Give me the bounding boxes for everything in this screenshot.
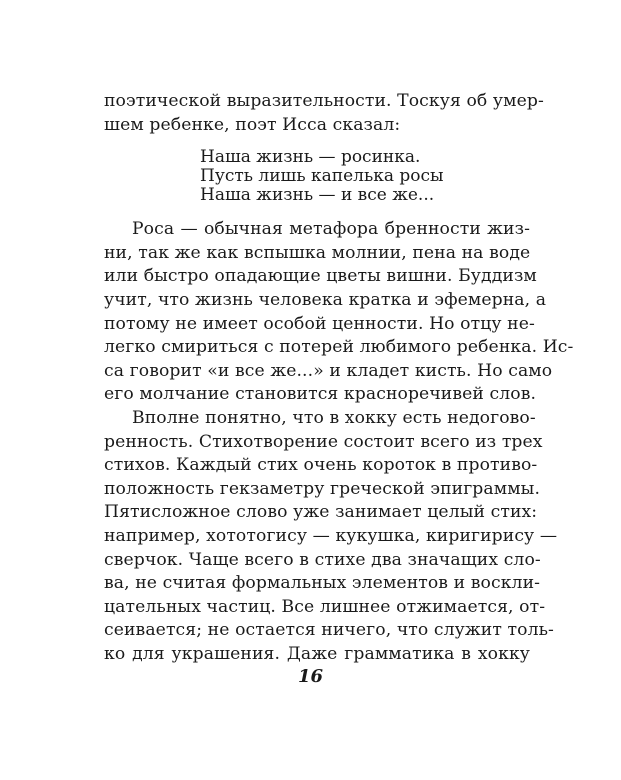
text-line: ни, так же как вспышка молнии, пена на воде [104,242,531,263]
verse-line: Наша жизнь — росинка. [200,147,421,168]
text-line: ренность. Стихотворение состоит всего из трех [104,431,543,452]
paragraph-intro [104,90,544,137]
text-line: ко для украшения. Даже грамматика в хокку [104,643,530,664]
text-line: Пятисложное слово уже занимает целый стих: [104,502,538,523]
verse-line: Пусть лишь капелька росы [200,166,444,187]
text-line: стихов. Каждый стих очень короток в противо- [104,455,538,476]
verse-line: Наша жизнь — и все же... [200,185,435,206]
text-line: легко смириться с потерей любимого ребенка. Ис- [104,337,574,358]
text-line: сеивается; не остается ничего, что служит толь- [104,620,554,641]
text-line: его молчание становится красноречивей слов. [104,384,537,405]
text-line: са говорит «и все же...» и кладет кисть. Но само [104,360,553,381]
text-line: сверчок. Чаще всего в стихе два значащих сло- [104,549,541,570]
text-line: например, хототогису — кукушка, киригирису — [104,525,558,546]
text-line: Роса — обычная метафора бренности жиз- [132,219,530,240]
text-line: Вполне понятно, что в хокку есть недогово- [132,407,536,428]
text-line: или быстро опадающие цветы вишни. Буддизм [104,266,537,287]
paragraph-1 [104,218,574,407]
page-number: 16 [297,666,324,687]
text-line: поэтической выразительности. Тоскуя об умер- [104,91,544,111]
text-line: цательных частиц. Все лишнее отжимается, от- [104,596,546,617]
text-line: положность гекзаметру греческой эпиграммы. [104,478,541,499]
text-line: ва, не считая формальных элементов и воскли- [104,573,541,594]
text-line: потому не имеет особой ценности. Но отцу не- [104,313,535,334]
verse-block [104,148,530,205]
text-line: шем ребенке, поэт Исса сказал: [104,114,401,135]
page-body [104,90,574,666]
text-line: учит, что жизнь человека кратка и эфемерна, а [104,289,547,310]
paragraph-2 [104,407,558,667]
